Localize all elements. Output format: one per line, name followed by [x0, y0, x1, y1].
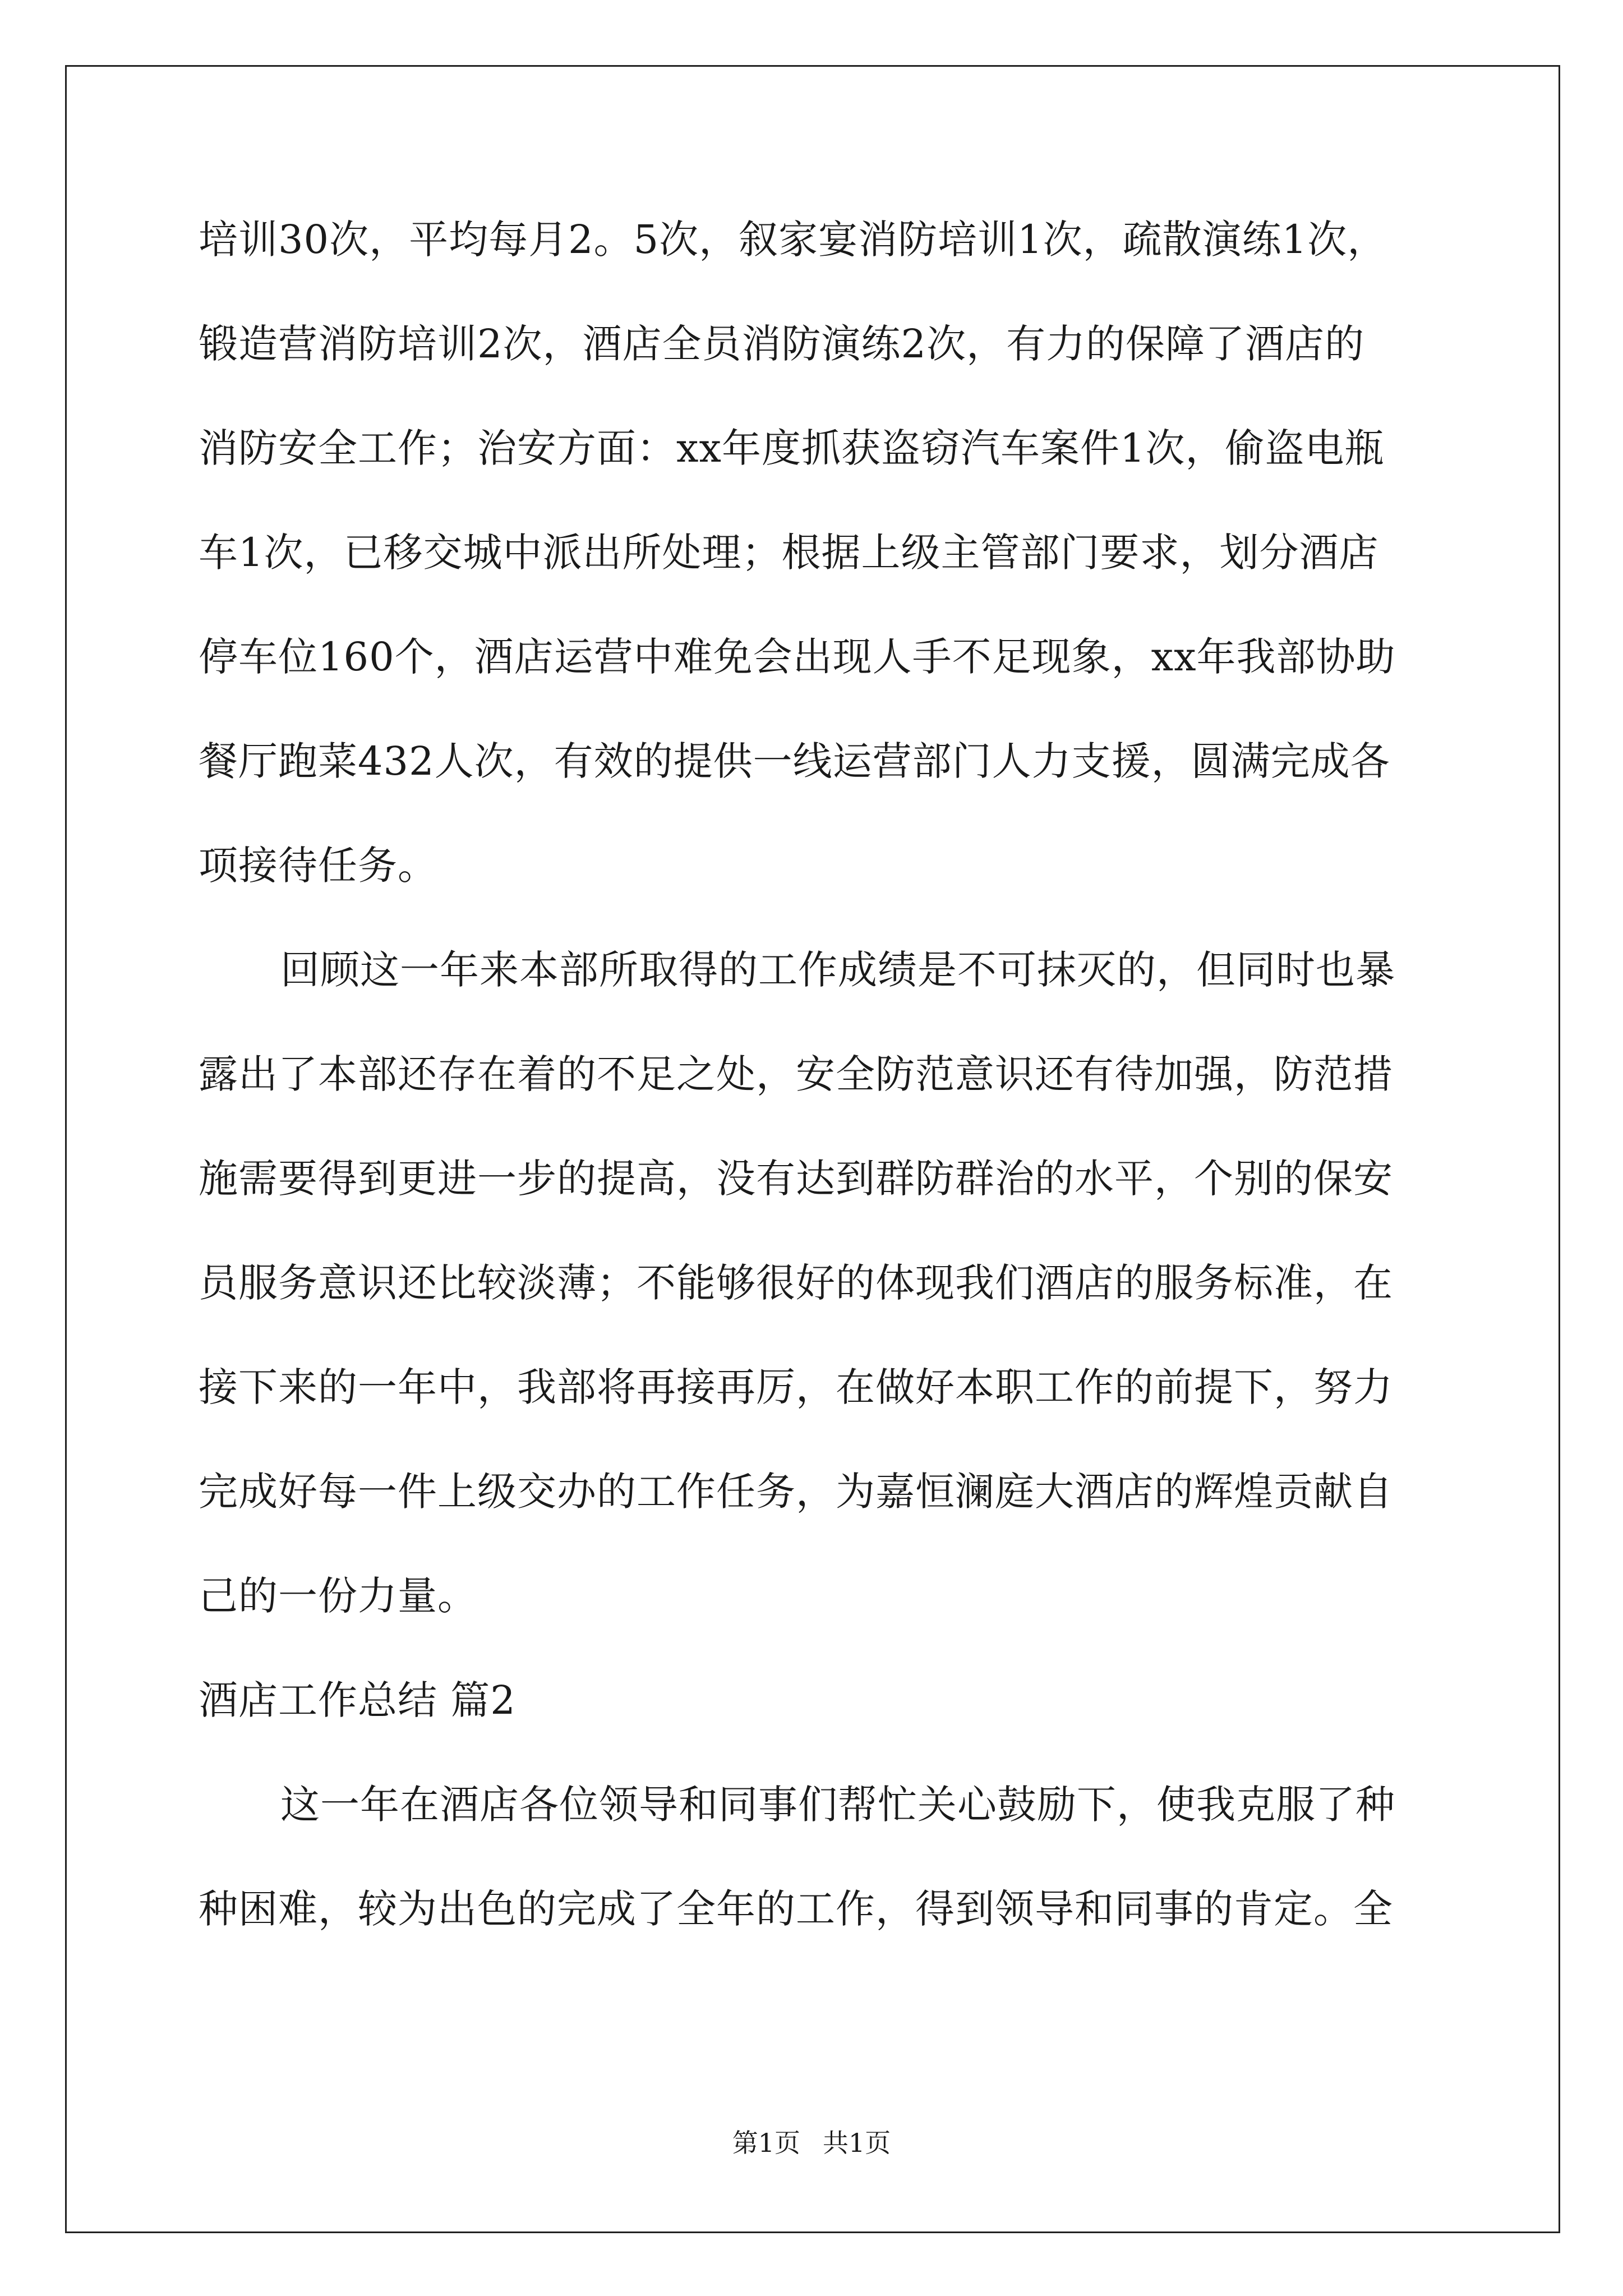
document-body [199, 213, 1427, 1987]
text-line: 餐厅跑菜432人次，有效的提供一线运营部门人力支援，圆满完成各 [199, 738, 1390, 784]
text-line: 消防安全工作；治安方面：xx年度抓获盗窃汽车案件1次，偷盗电瓶 [199, 425, 1385, 471]
text-line: 车1次，已移交城中派出所处理；根据上级主管部门要求，划分酒店 [199, 530, 1379, 576]
text-line: 种困难，较为出色的完成了全年的工作，得到领导和同事的肯定。全 [199, 1886, 1393, 1932]
text-line: 回顾这一年来本部所取得的工作成绩是不可抹灭的，但同时也暴 [280, 947, 1395, 993]
text-line: 完成好每一件上级交办的工作任务，为嘉恒澜庭大酒店的辉煌贡献自 [199, 1469, 1393, 1515]
page-number-total: 共1页 [823, 2128, 891, 2158]
page-number-current: 第1页 [732, 2128, 800, 2158]
text-line: 停车位160个，酒店运营中难免会出现人手不足现象，xx年我部协助 [199, 634, 1396, 680]
text-line: 培训30次，平均每月2。5次，叙家宴消防培训1次，疏散演练1次， [199, 217, 1387, 263]
text-line: 施需要得到更进一步的提高，没有达到群防群治的水平，个别的保安 [199, 1156, 1393, 1202]
text-line: 露出了本部还存在着的不足之处，安全防范意识还有待加强，防范措 [199, 1051, 1393, 1097]
section-heading: 酒店工作总结 篇2 [199, 1677, 516, 1723]
text-line: 锻造营消防培训2次，酒店全员消防演练2次，有力的保障了酒店的 [199, 321, 1365, 367]
text-line: 这一年在酒店各位领导和同事们帮忙关心鼓励下，使我克服了种 [280, 1782, 1395, 1828]
page-footer [0, 2126, 1623, 2160]
text-line: 员服务意识还比较淡薄；不能够很好的体现我们酒店的服务标准，在 [199, 1260, 1393, 1306]
text-line: 己的一份力量。 [199, 1573, 477, 1619]
text-line: 项接待任务。 [199, 843, 437, 889]
text-line: 接下来的一年中，我部将再接再厉，在做好本职工作的前提下，努力 [199, 1364, 1393, 1410]
